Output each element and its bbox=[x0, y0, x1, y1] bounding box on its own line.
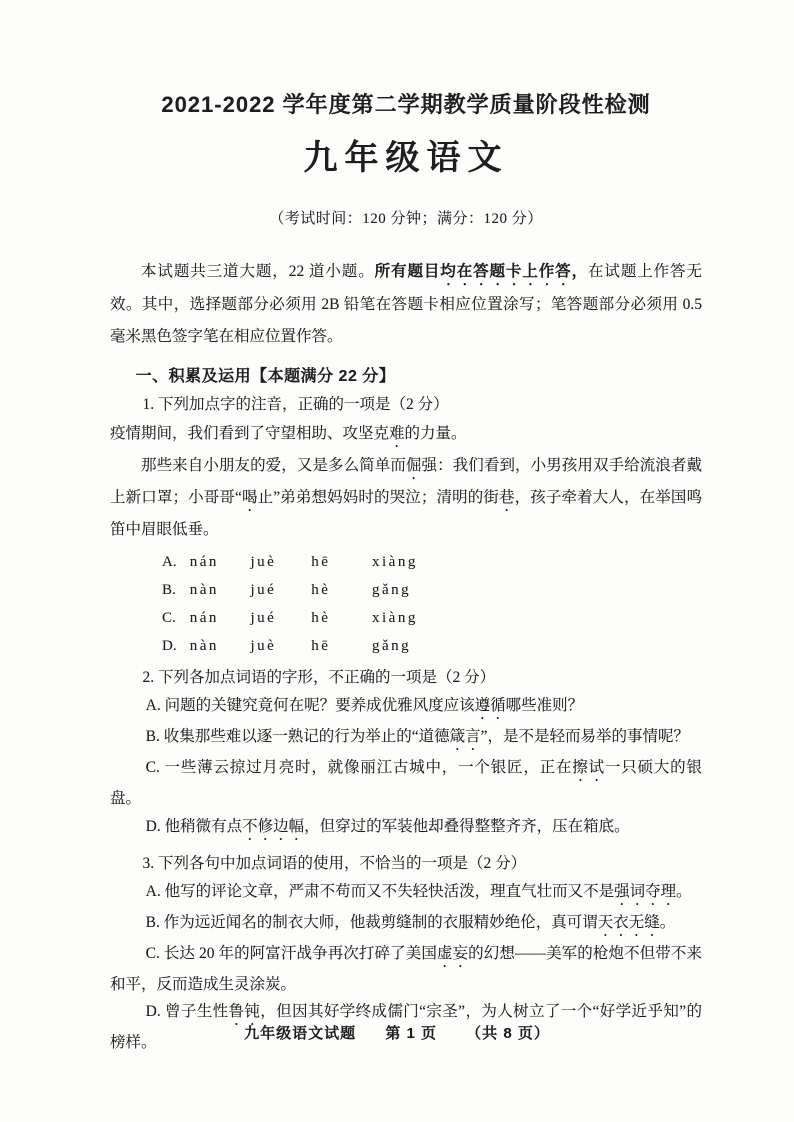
footer-page-total: （共 8 页） bbox=[466, 1025, 550, 1042]
question-1-options bbox=[110, 548, 702, 660]
text-segment: 哪些准则？ bbox=[505, 697, 584, 714]
text-segment: 所有题目 bbox=[374, 263, 441, 280]
footer-page-number: 第 1 页 bbox=[385, 1025, 437, 1042]
pinyin-syllable: xiàng bbox=[372, 554, 418, 570]
text-segment: 疫情期间，我们看到了守望相助、攻坚克 bbox=[110, 425, 390, 442]
text-segment: 的力量。 bbox=[404, 425, 467, 442]
text-segment: 箴言 bbox=[449, 728, 481, 745]
text-segment: D. 曾子生性 bbox=[145, 1003, 229, 1020]
question-3-option-c bbox=[110, 940, 702, 998]
text-segment: ， bbox=[571, 263, 588, 280]
text-segment: C. 长达 20 年的阿富汗战争再次打碎了美国 bbox=[145, 945, 437, 962]
pinyin-syllable: jué bbox=[250, 610, 277, 626]
pinyin-syllable: nàn bbox=[189, 638, 219, 654]
text-segment: 倔 bbox=[405, 457, 422, 474]
text-segment: 的幻想——美军的枪炮不但带不来和平，反而造成生灵涂炭。 bbox=[110, 945, 702, 993]
text-segment: 擦试 bbox=[572, 759, 605, 776]
question-1-option-c bbox=[162, 604, 702, 632]
text-segment: B. 收集那些难以逐一熟记的行为举止的“道德 bbox=[145, 728, 450, 745]
question-3-stem: 3. 下列各句中加点词语的使用，不恰当的一项是（2 分） bbox=[142, 855, 527, 872]
text-segment: B. 作为远近闻名的制衣大师，他裁剪缝制的衣服精妙绝伦，真可谓 bbox=[145, 914, 598, 931]
footer-doc-title: 九年级语文试题 bbox=[244, 1025, 357, 1042]
text-segment: A. 他写的评论文章，严肃不苟而又不失轻快活泼，理直气壮而又不是 bbox=[145, 883, 615, 900]
section-heading: 一、积累及运用【本题满分 22 分】 bbox=[135, 368, 396, 385]
pinyin-syllable: nán bbox=[189, 610, 219, 626]
text-segment: 难 bbox=[389, 425, 405, 442]
text-segment: ，但穿过的军装他却叠得整整齐齐，压在箱底。 bbox=[304, 818, 630, 835]
question-3-option-b bbox=[110, 909, 702, 940]
text-segment: 鲁钝 bbox=[228, 1003, 261, 1020]
text-segment: 那些来自小朋友的爱，又是多么简单而 bbox=[141, 457, 406, 474]
subject-title: 九年级语文 bbox=[303, 139, 509, 177]
pinyin-syllable: nán bbox=[189, 554, 219, 570]
option-label: A. bbox=[162, 554, 177, 570]
question-1-context-2 bbox=[110, 451, 702, 544]
question-2 bbox=[110, 664, 702, 844]
text-segment: 一只硕大的银盘。 bbox=[110, 759, 702, 807]
question-1-option-a bbox=[162, 548, 702, 576]
question-2-option-c bbox=[110, 754, 702, 813]
question-3-option-a bbox=[110, 878, 702, 909]
text-segment: ，但因其好学终成儒门“宗圣”，为人树立了一个“好学近乎知”的榜样。 bbox=[110, 1003, 702, 1051]
text-segment: 本试题共三道大题，22 道小题。 bbox=[141, 263, 375, 280]
question-1-context-1 bbox=[110, 419, 702, 451]
option-label: C. bbox=[162, 610, 176, 626]
text-segment: 在试题上作答无效。其中，选择题部分必须用 2B 铅笔在答题卡相应位置涂写；笔答题部分必须用 0.5 毫米黑色签字笔在相应位置作答。 bbox=[110, 263, 702, 345]
pinyin-syllable: gǎng bbox=[372, 582, 412, 598]
question-2-stem: 2. 下列各加点词语的字形，不正确的一项是（2 分） bbox=[142, 669, 496, 686]
text-segment: 天衣无缝 bbox=[597, 914, 660, 931]
text-segment: 强词夺理 bbox=[614, 883, 677, 900]
pinyin-syllable: hè bbox=[311, 610, 331, 626]
question-1-option-b bbox=[162, 576, 702, 604]
option-label: B. bbox=[162, 582, 176, 598]
text-segment: ”，是不是轻而易举的事情呢？ bbox=[480, 728, 690, 745]
pinyin-syllable: hē bbox=[311, 638, 331, 654]
page-footer bbox=[0, 1022, 794, 1043]
pinyin-syllable: nàn bbox=[189, 582, 219, 598]
pinyin-syllable: juè bbox=[250, 554, 277, 570]
text-segment: 止”弟弟想妈妈时的哭泣；清明的街 bbox=[257, 489, 499, 506]
text-segment: 。 bbox=[676, 883, 692, 900]
text-segment: 强：我们看到，小男孩用双手给流浪者戴上新口罩；小哥哥“ bbox=[110, 457, 702, 506]
text-segment: 均在答题卡上作答 bbox=[440, 263, 572, 280]
question-1-option-d bbox=[162, 632, 702, 660]
pinyin-syllable: gǎng bbox=[372, 638, 412, 654]
question-2-option-b bbox=[110, 723, 702, 754]
text-segment: 。 bbox=[659, 914, 676, 931]
text-segment: A. 问题的关键究竟何在呢？要养成优雅风度应该 bbox=[145, 697, 475, 714]
document-title: 2021-2022 学年度第二学期教学质量阶段性检测 bbox=[161, 92, 651, 117]
question-1 bbox=[110, 391, 702, 660]
question-2-option-d bbox=[110, 813, 702, 844]
pinyin-syllable: hè bbox=[311, 582, 331, 598]
question-2-option-a bbox=[110, 692, 702, 723]
pinyin-syllable: hē bbox=[311, 554, 331, 570]
text-segment: 遵循 bbox=[474, 697, 506, 714]
exam-info: （考试时间：120 分钟；满分：120 分） bbox=[269, 211, 543, 227]
text-segment: ，孩子牵着大人，在举国鸣笛中眉眼低垂。 bbox=[110, 489, 702, 538]
text-segment: 虚妄 bbox=[436, 945, 469, 962]
text-segment: 不修边幅 bbox=[242, 818, 305, 835]
text-segment: D. 他稍微有点 bbox=[145, 818, 243, 835]
pinyin-syllable: juè bbox=[250, 638, 277, 654]
exam-instructions bbox=[110, 256, 702, 353]
question-1-stem: 1. 下列加点字的注音，正确的一项是（2 分） bbox=[142, 396, 449, 413]
option-label: D. bbox=[162, 638, 177, 654]
text-segment: C. 一些薄云掠过月亮时，就像丽江古城中，一个银匠，正在 bbox=[145, 759, 573, 776]
text-segment: 巷 bbox=[498, 489, 515, 506]
pinyin-syllable: jué bbox=[250, 582, 277, 598]
text-segment: 喝 bbox=[241, 489, 258, 506]
pinyin-syllable: xiàng bbox=[372, 610, 418, 626]
